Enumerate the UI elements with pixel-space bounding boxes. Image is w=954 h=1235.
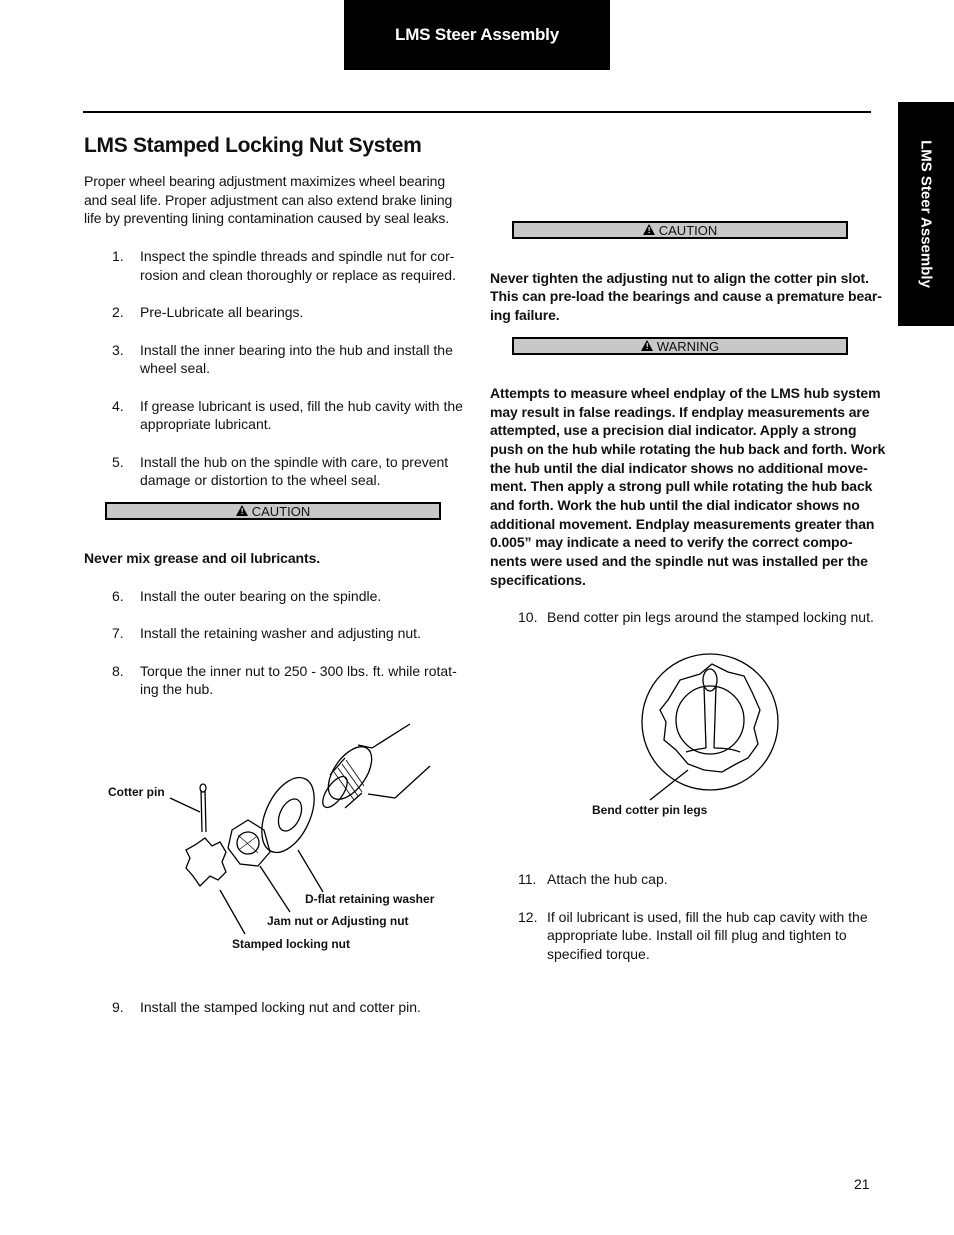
label-jam-nut: Jam nut or Adjusting nut xyxy=(267,914,409,928)
step-text: Install the inner bearing into the hub and install the xyxy=(140,342,453,358)
warning-text-line: ment. Then apply a strong pull while rotating the hub back xyxy=(490,478,873,494)
warning-triangle-icon: ! xyxy=(641,340,653,351)
step-number: 2. xyxy=(112,304,124,320)
warning-text-line: specifications. xyxy=(490,572,586,588)
step-text: Install the retaining washer and adjusting nut. xyxy=(140,625,421,641)
step-text: Pre-Lubricate all bearings. xyxy=(140,304,304,320)
label-cotter-pin: Cotter pin xyxy=(108,785,165,799)
step-text: appropriate lubricant. xyxy=(140,416,272,432)
page-number: 21 xyxy=(854,1176,870,1192)
step-text: damage or distortion to the wheel seal. xyxy=(140,472,381,488)
caution-text-line: ing failure. xyxy=(490,307,560,323)
warning-text-line: nents were used and the spindle nut was installed per the xyxy=(490,553,868,569)
step-number: 10. xyxy=(518,609,538,625)
step-number: 3. xyxy=(112,342,124,358)
step-number: 8. xyxy=(112,663,124,679)
step-text: rosion and clean thoroughly or replace as required. xyxy=(140,267,456,283)
alert-label: CAUTION xyxy=(251,503,311,519)
label-bend-cotter-pin-legs: Bend cotter pin legs xyxy=(592,803,708,817)
step-text: If oil lubricant is used, fill the hub cap cavity with the xyxy=(547,909,868,925)
page-title: LMS Stamped Locking Nut System xyxy=(84,134,422,157)
warning-text-line: the hub until the dial indicator shows no additional move- xyxy=(490,460,868,476)
step-number: 11. xyxy=(518,871,537,887)
caution-text-line: Never tighten the adjusting nut to align the cotter pin slot. xyxy=(490,270,869,286)
alert-label: CAUTION xyxy=(658,222,718,238)
step-number: 4. xyxy=(112,398,124,414)
step-text: Torque the inner nut to 250 - 300 lbs. ft. while rotat- xyxy=(140,663,457,679)
warning-text-line: Attempts to measure wheel endplay of the LMS hub system xyxy=(490,385,881,401)
step-text: If grease lubricant is used, fill the hub cavity with the xyxy=(140,398,463,414)
intro-paragraph: Proper wheel bearing adjustment maximizes wheel bearing and seal life. Proper adjustment can also extend brake lining life by preventing lining contamination caused by seal leaks. xyxy=(84,173,453,226)
warning-text-line: 0.005” may indicate a need to verify the correct compo- xyxy=(490,534,853,550)
warning-text-line: push on the hub while rotating the hub back and forth. Work xyxy=(490,441,886,457)
step-text: Inspect the spindle threads and spindle nut for cor- xyxy=(140,248,455,264)
step-number: 1. xyxy=(112,248,124,264)
caution-banner xyxy=(512,221,848,239)
label-retaining-washer: D-flat retaining washer xyxy=(305,892,435,906)
warning-text-line: and forth. Work the hub until the dial indicator shows no xyxy=(490,497,860,513)
step-text: ing the hub. xyxy=(140,681,214,697)
step-text: Install the outer bearing on the spindle. xyxy=(140,588,382,604)
warning-triangle-icon: ! xyxy=(236,505,248,516)
step-number: 7. xyxy=(112,625,124,641)
label-stamped-locking-nut: Stamped locking nut xyxy=(232,937,351,951)
caution-text: Never mix grease and oil lubricants. xyxy=(84,550,321,566)
step-number: 6. xyxy=(112,588,124,604)
warning-banner xyxy=(512,337,848,355)
header-section-tab: LMS Steer Assembly xyxy=(344,0,610,70)
step-text: Attach the hub cap. xyxy=(547,871,668,887)
caution-text-line: This can pre-load the bearings and cause a premature bear- xyxy=(490,288,882,304)
step-number: 9. xyxy=(112,999,124,1015)
warning-text-line: may result in false readings. If endplay measurements are xyxy=(490,404,870,420)
step-text: specified torque. xyxy=(547,946,650,962)
side-tab-label: LMS Steer Assembly xyxy=(917,140,935,288)
step-text: Bend cotter pin legs around the stamped locking nut. xyxy=(547,609,874,625)
step-text: Install the hub on the spindle with care, to prevent xyxy=(140,454,449,470)
warning-text-line: attempted, use a precision dial indicator. Apply a strong xyxy=(490,422,857,438)
warning-triangle-icon: ! xyxy=(643,224,655,235)
step-text: appropriate lube. Install oil fill plug and tighten to xyxy=(547,927,847,943)
alert-label: WARNING xyxy=(656,338,720,354)
warning-text-line: additional movement. Endplay measurements greater than xyxy=(490,516,875,532)
step-number: 12. xyxy=(518,909,538,925)
step-number: 5. xyxy=(112,454,124,470)
step-text: Install the stamped locking nut and cotter pin. xyxy=(140,999,421,1015)
step-text: wheel seal. xyxy=(140,360,211,376)
cotter-pin-bend-figure xyxy=(642,654,778,800)
